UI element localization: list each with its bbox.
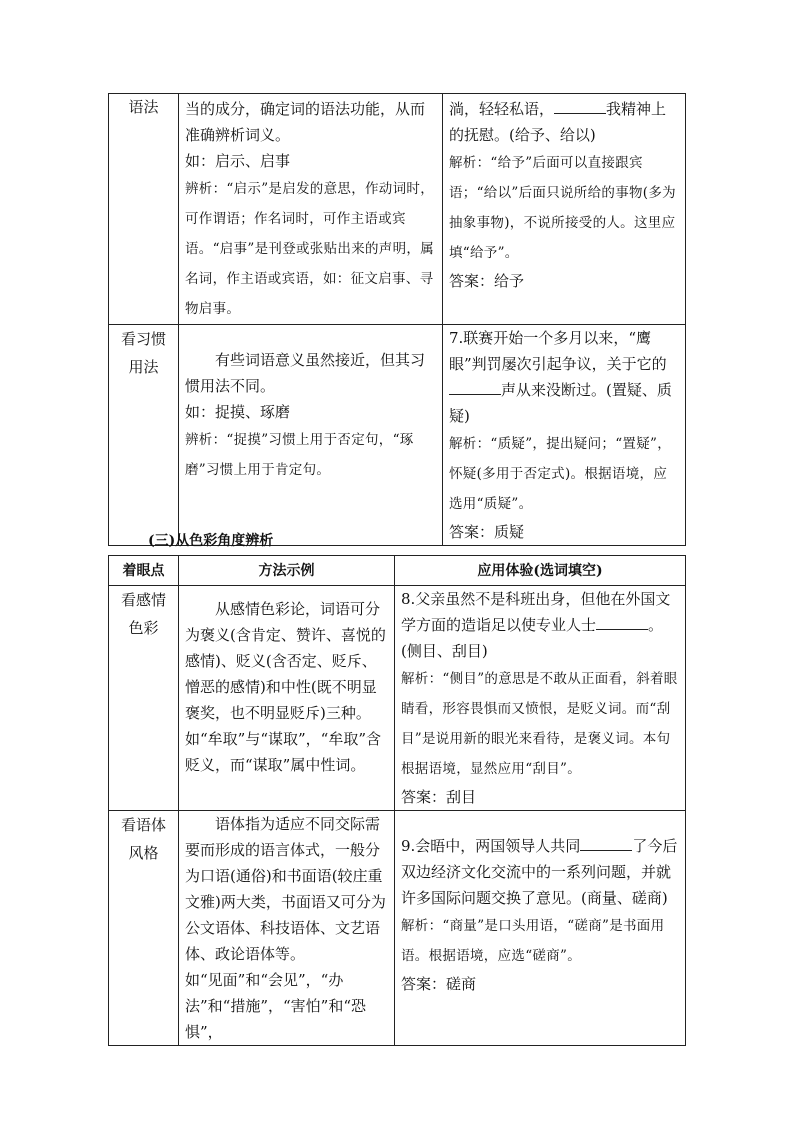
method-text: 语体指为适应不同交际需要而形成的语言体式，一般分为口语(通俗)和书面语(较庄重文雅)两大类，书面语又可分为公文语体、科技语体、文艺语体、政论语体等。 xyxy=(185,815,386,963)
exercise-cell xyxy=(395,586,686,811)
example-text: 如：启示、启事 xyxy=(185,152,291,170)
example-text: 如：捉摸、琢磨 xyxy=(185,403,291,421)
method-cell xyxy=(179,94,443,325)
table-row xyxy=(109,586,686,811)
analysis-text: 辨析：“启示”是启发的意思，作动词时，可作谓语；作名词时，可作主语或宾语。“启事”是刊登或张贴出来的声明，属名词，作主语或宾语，如：征文启事、寻物启事。 xyxy=(185,181,435,317)
answer-text: 答案：磋商 xyxy=(401,975,477,993)
analysis-text: 解析：“给予”后面可以直接跟宾语；“给以”后面只说所给的事物(多为抽象事物)，不说所接受的人。这里应填“给予”。 xyxy=(449,155,676,261)
exercise-text: 9.会晤中，两国领导人共同 了今后双边经济文化交流中的一系列问题，并就许多国际问题交换了意见。(商量、磋商) xyxy=(401,833,679,911)
column-header: 应用体验(选词填空) xyxy=(395,556,686,586)
row-head: 语法 xyxy=(109,94,179,325)
example-text: 如“牟取”与“谋取”，“牟取”含贬义，而“谋取”属中性词。 xyxy=(185,730,382,774)
column-header: 方法示例 xyxy=(179,556,395,586)
fill-blank xyxy=(554,97,606,114)
column-header: 着眼点 xyxy=(109,556,179,586)
exercise-cell xyxy=(395,811,686,1046)
fill-blank xyxy=(596,613,648,630)
comparison-table-1 xyxy=(108,93,686,546)
fill-blank xyxy=(449,378,501,395)
method-cell xyxy=(179,811,395,1046)
method-text: 有些词语意义虽然接近，但其习惯用法不同。 xyxy=(185,351,426,395)
fill-blank xyxy=(580,834,632,851)
exercise-text: 7.联赛开始一个多月以来，“鹰眼”判罚屡次引起争议，关于它的声从来没断过。(置疑、质疑) xyxy=(449,329,672,425)
comparison-table-2 xyxy=(108,555,686,1046)
row-head: 看语体风格 xyxy=(109,811,179,1046)
analysis-text: 解析：“商量”是口头用语，“磋商”是书面用语。根据语境，应选“磋商”。 xyxy=(401,918,665,964)
row-head: 看感情色彩 xyxy=(109,586,179,811)
answer-text: 答案：刮目 xyxy=(401,788,477,806)
method-cell xyxy=(179,586,395,811)
method-cell xyxy=(179,325,443,546)
table-row xyxy=(109,94,686,325)
table-row xyxy=(109,325,686,546)
answer-text: 答案：给予 xyxy=(449,272,525,290)
section-title: (三)从色彩角度辨析 xyxy=(148,533,274,549)
table-header-row xyxy=(109,556,686,586)
example-text: 如“见面”和“会见”，“办法”和“措施”，“害怕”和“恐惧”， xyxy=(185,971,367,1041)
method-text: 当的成分，确定词的语法功能，从而准确辨析词义。 xyxy=(185,100,426,144)
exercise-text: 8.父亲虽然不是科班出身，但他在外国文学方面的造诣足以使专业人士 。(侧目、刮目) xyxy=(401,590,671,660)
table-row xyxy=(109,811,686,1046)
analysis-text: 解析：“质疑”，提出疑问；“置疑”，怀疑(多用于否定式)。根据语境，应选用“质疑”。 xyxy=(449,436,672,512)
exercise-cell xyxy=(443,94,686,325)
exercise-cell xyxy=(443,325,686,546)
method-text: 从感情色彩论，词语可分为褒义(含肯定、赞许、喜悦的感情)、贬义(含否定、贬斥、憎恶的感情)和中性(既不明显褒奖，也不明显贬斥)三种。 xyxy=(185,600,386,722)
exercise-text: 淌，轻轻私语， 我精神上的抚慰。(给予、给以) xyxy=(449,96,679,148)
analysis-text: 辨析：“捉摸”习惯上用于否定句，“琢磨”习惯上用于肯定句。 xyxy=(185,432,414,478)
analysis-text: 解析：“侧目”的意思是不敢从正面看，斜着眼睛看，形容畏惧而又愤恨，是贬义词。而“刮目”是说用新的眼光来看待，是褒义词。本句根据语境，显然应用“刮目”。 xyxy=(401,671,678,777)
answer-text: 答案：质疑 xyxy=(449,523,525,541)
row-head: 看习惯用法 xyxy=(109,325,179,546)
